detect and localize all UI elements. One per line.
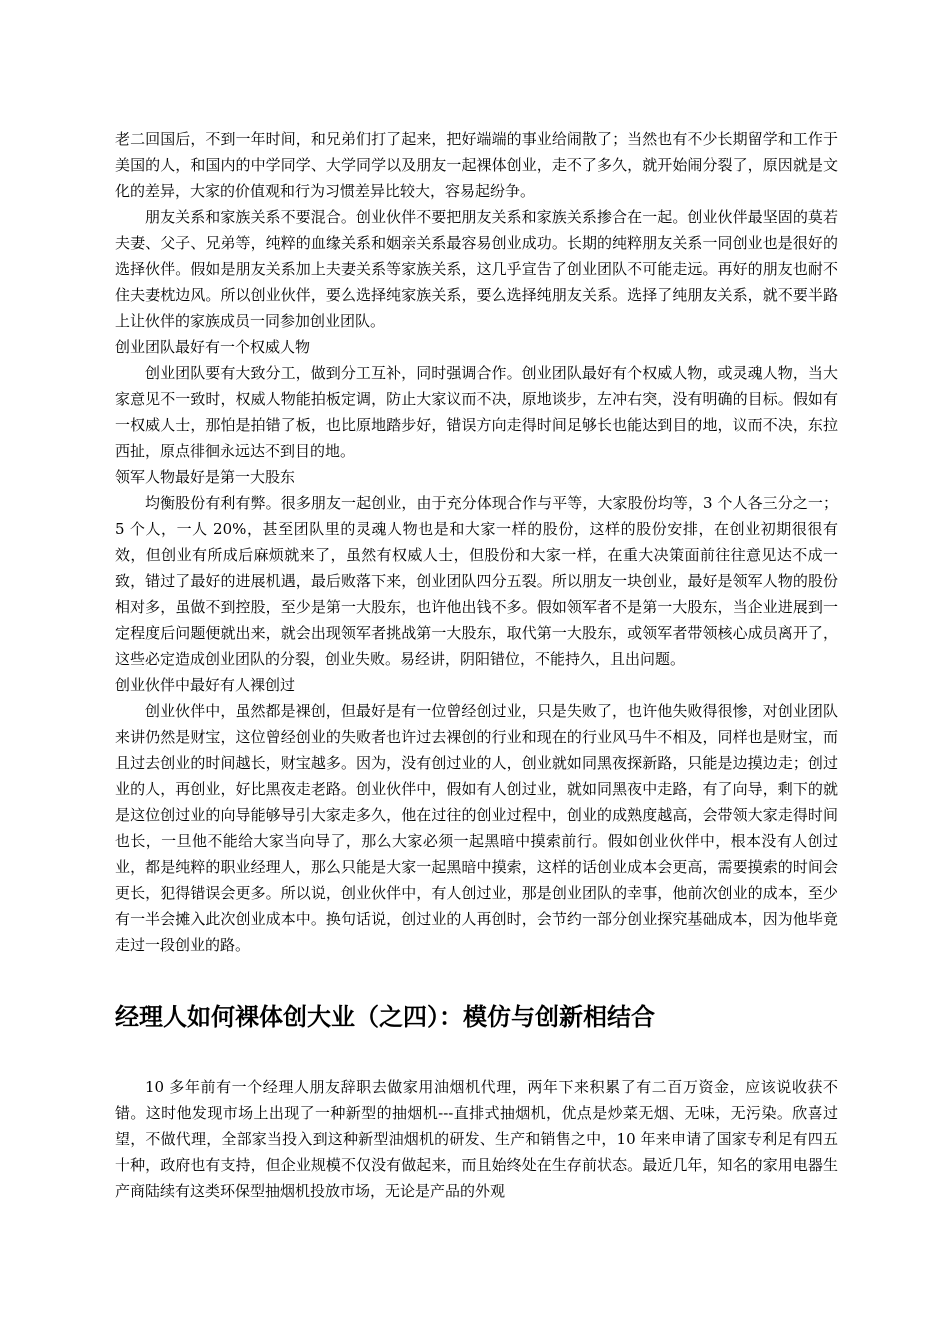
- section-title: 经理人如何裸体创大业（之四）：模仿与创新相结合: [115, 1003, 655, 1031]
- section-heading-block: [115, 1000, 838, 1034]
- subheading-largest-shareholder: 领军人物最好是第一大股东: [115, 468, 296, 486]
- paragraph-authority-figure: 创业团队要有大致分工，做到分工互补，同时强调合作。创业团队最好有个权威人物，或灵魂人物，当大家意见不一致时，权威人物能拍板定调，防止大家议而不决，原地谈步，左冲右突，没有明确的目标。假如有一权威人士，那怕是拍错了板，也比原地踏步好，错误方向走得时间足够长也能达到目的地，议而不决，东拉西扯，原点徘徊永远达不到目的地。: [115, 364, 838, 460]
- paragraph-shareholding: 均衡股份有利有弊。很多朋友一起创业，由于充分体现合作与平等，大家股份均等，3 个人各三分之一；5 个人，一人 20%，甚至团队里的灵魂人物也是和大家一样的股份，这样的股份安排，在创业初期很很有效，但创业有所成后麻烦就来了，虽然有权威人士，但股份和大家一样，在重大决策面前往往意见达不成一致，错过了最好的进展机遇，最后败落下来，创业团队四分五裂。所以朋友一块创业，最好是领军人物的股份相对多，虽做不到控股，至少是第一大股东，也许他出钱不多。假如领军者不是第一大股东，当企业进展到一定程度后问题便就出来，就会出现领军者挑战第一大股东，取代第一大股东，或领军者带领核心成员离开了，这些必定造成创业团队的分裂，创业失败。易经讲，阴阳错位，不能持久，且出问题。: [115, 494, 838, 668]
- document-body: [115, 126, 838, 958]
- subheading-experienced-founder: 创业伙伴中最好有人裸创过: [115, 676, 296, 694]
- section-body-block: [115, 1074, 838, 1204]
- paragraph-experienced-founder: 创业伙伴中，虽然都是裸创，但最好是有一位曾经创过业，只是失败了，也许他失败得很惨，对创业团队来讲仍然是财宝，这位曾经创业的失败者也许过去裸创的行业和现在的行业风马牛不相及，同样也是财宝，而且过去创业的时间越长，财宝越多。因为，没有创过业的人，创业就如同黑夜探新路，只能是边摸边走；创过业的人，再创业，好比黑夜走老路。创业伙伴中，假如有人创过业，就如同黑夜中走路，有了向导，剩下的就是这位创过业的向导能够导引大家走多久，他在过往的创业过程中，创业的成熟度越高，会带领大家走得时间也长，一旦他不能给大家当向导了，那么大家必须一起黑暗中摸索前行。假如创业伙伴中，根本没有人创过业，都是纯粹的职业经理人，那么只能是大家一起黑暗中摸索，这样的话创业成本会更高，需要摸索的时间会更长，犯得错误会更多。所以说，创业伙伴中，有人创过业，那是创业团队的幸事，他前次创业的成本，至少有一半会摊入此次创业成本中。换句话说，创过业的人再创时，会节约一部分创业探究基础成本，因为他毕竟走过一段创业的路。: [115, 702, 838, 954]
- subheading-authority-figure: 创业团队最好有一个权威人物: [115, 338, 311, 356]
- paragraph-cultural-differences: 老二回国后，不到一年时间，和兄弟们打了起来，把好端端的事业给闹散了；当然也有不少长期留学和工作于美国的人，和国内的中学同学、大学同学以及朋友一起裸体创业，走不了多久，就开始闹分裂了，原因就是文化的差异，大家的价值观和行为习惯差异比较大，容易起纷争。: [115, 130, 838, 200]
- paragraph-friend-family-relations: 朋友关系和家族关系不要混合。创业伙伴不要把朋友关系和家族关系掺合在一起。创业伙伴最坚固的莫若夫妻、父子、兄弟等，纯粹的血缘关系和姻亲关系最容易创业成功。长期的纯粹朋友关系一同创业也是很好的选择伙伴。假如是朋友关系加上夫妻关系等家族关系，这几乎宣告了创业团队不可能走远。再好的朋友也耐不住夫妻枕边风。所以创业伙伴，要么选择纯家族关系，要么选择纯朋友关系。选择了纯朋友关系，就不要半路上让伙伴的家族成员一同参加创业团队。: [115, 208, 838, 330]
- paragraph-range-hood-story: 10 多年前有一个经理人朋友辞职去做家用油烟机代理，两年下来积累了有二百万资金，应该说收获不错。这时他发现市场上出现了一种新型的抽烟机---直排式抽烟机，优点是炒菜无烟、无味，无污染。欣喜过望，不做代理，全部家当投入到这种新型油烟机的研发、生产和销售之中，10 年来申请了国家专利足有四五十种，政府也有支持，但企业规模不仅没有做起来，而且始终处在生存前状态。最近几年，知名的家用电器生产商陆续有这类环保型抽烟机投放市场，无论是产品的外观: [115, 1078, 838, 1200]
